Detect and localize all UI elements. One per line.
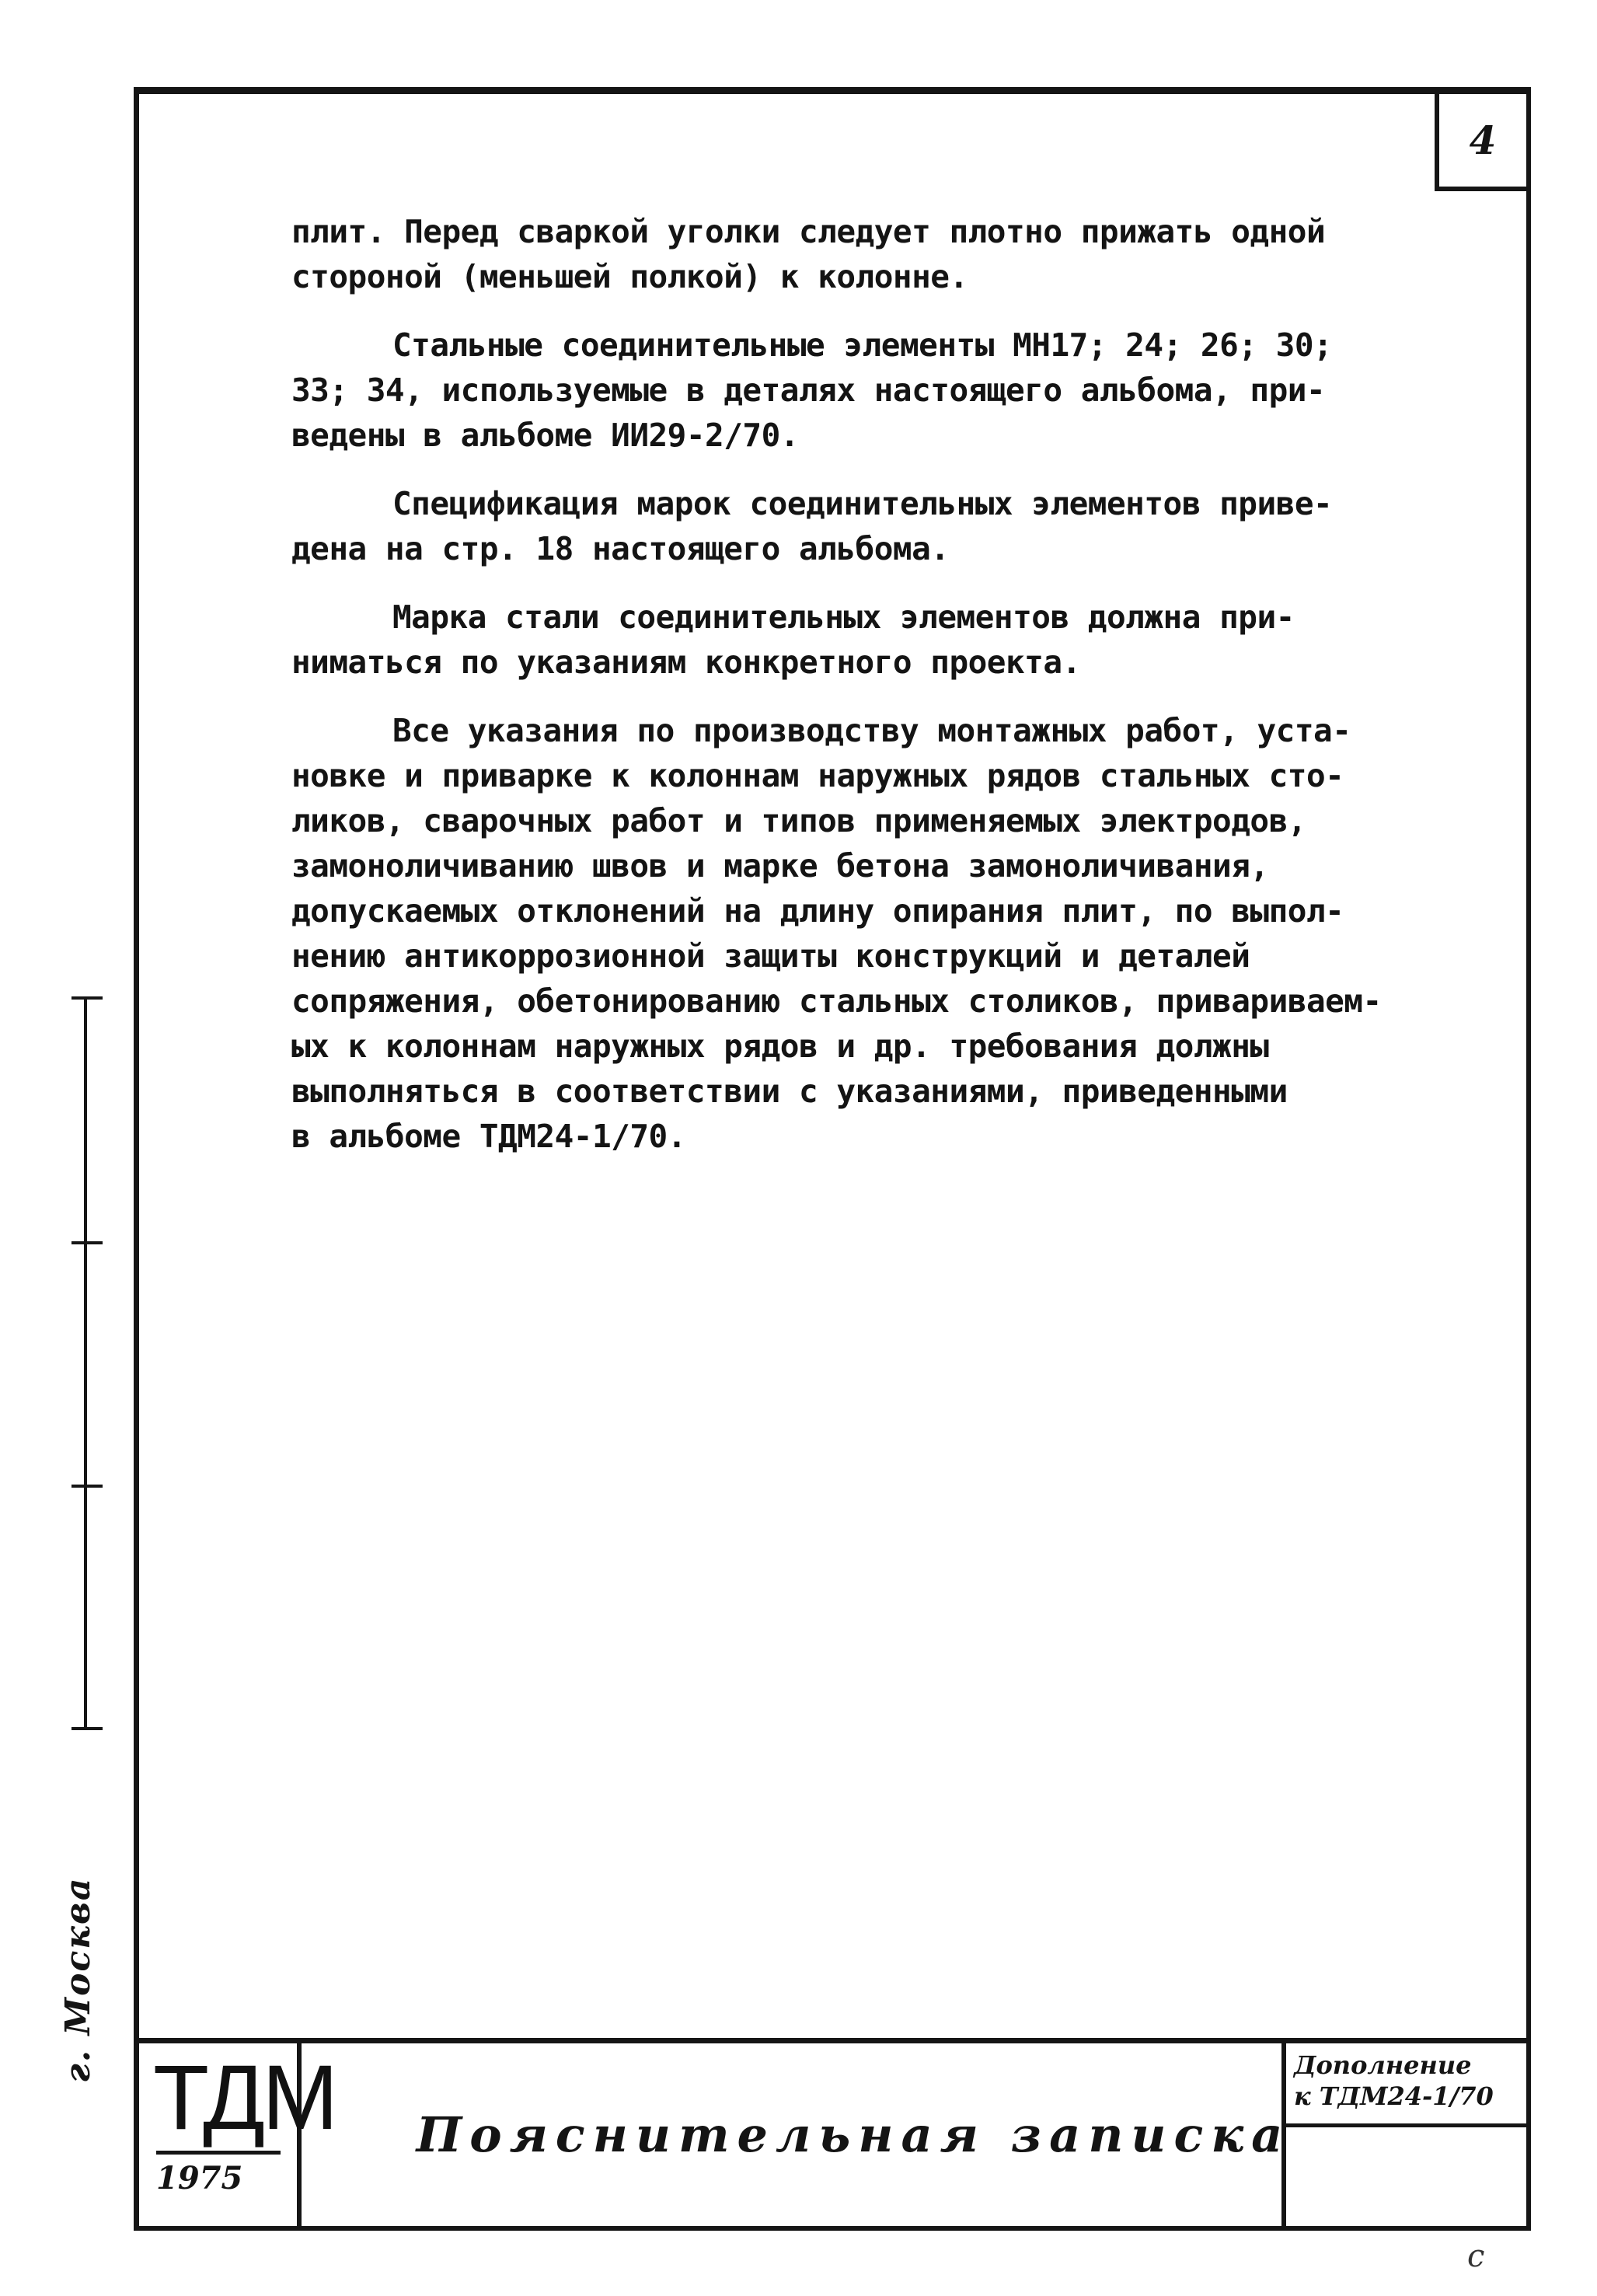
margin-tick bbox=[71, 1727, 103, 1730]
year-label: 1975 bbox=[156, 2151, 281, 2203]
paragraph-3: Спецификация марок соединительных элементов приве- дена на стр. 18 настоящего альбома. bbox=[291, 485, 1333, 567]
city-stamp: г. Москва bbox=[58, 1876, 98, 2083]
margin-tick bbox=[71, 1485, 103, 1488]
page-number-box bbox=[1435, 94, 1526, 191]
supplement-line-2: к ТДМ24-1/70 bbox=[1294, 2081, 1494, 2111]
margin-tick bbox=[71, 996, 103, 1000]
organization-cell bbox=[139, 2043, 336, 2226]
designation-cell bbox=[1281, 2043, 1526, 2226]
binding-margin-line bbox=[84, 996, 87, 1727]
supplement-line-1: Дополнение bbox=[1294, 2050, 1472, 2080]
corner-mark: с bbox=[1467, 2238, 1485, 2274]
supplement-note bbox=[1286, 2043, 1526, 2127]
document-title: Пояснительная записка bbox=[416, 2106, 1291, 2163]
drawing-sheet-frame bbox=[134, 87, 1531, 2231]
paragraph-1: плит. Перед сваркой уголки следует плотно прижать одной стороной (меньшей полкой) к колонне. bbox=[291, 213, 1326, 295]
explanatory-text bbox=[291, 209, 1504, 1182]
paragraph-4: Марка стали соединительных элементов должна при- ниматься по указаниям конкретного проекта. bbox=[291, 598, 1295, 681]
paragraph-2: Стальные соединительные элементы МН17; 24; 26; 30; 33; 34, используемые в деталях настоящего альбома, при- ведены в альбоме ИИ29-2/70. bbox=[291, 326, 1333, 454]
organization-logo: ТДМ bbox=[153, 2047, 336, 2149]
title-block bbox=[139, 2038, 1526, 2226]
paragraph-5: Все указания по производству монтажных работ, уста- новке и приварке к колоннам наружных рядов стальных сто- ликов, сварочных работ и типов применяемых электродов, замоноличиванию швов и марке бетона замоноличивания, допускаемых отклонений на длину опирания плит, по выпол- нению антикоррозионной защиты конструкций и деталей сопряжения, обетонированию стальных столиков, привариваем- ых к колоннам наружных рядов и др. требования должны выполняться в соответствии с указаниями, приведенными в альбоме ТДМ24-1/70. bbox=[291, 712, 1382, 1155]
page-number: 4 bbox=[1469, 117, 1497, 163]
margin-tick bbox=[71, 1241, 103, 1244]
